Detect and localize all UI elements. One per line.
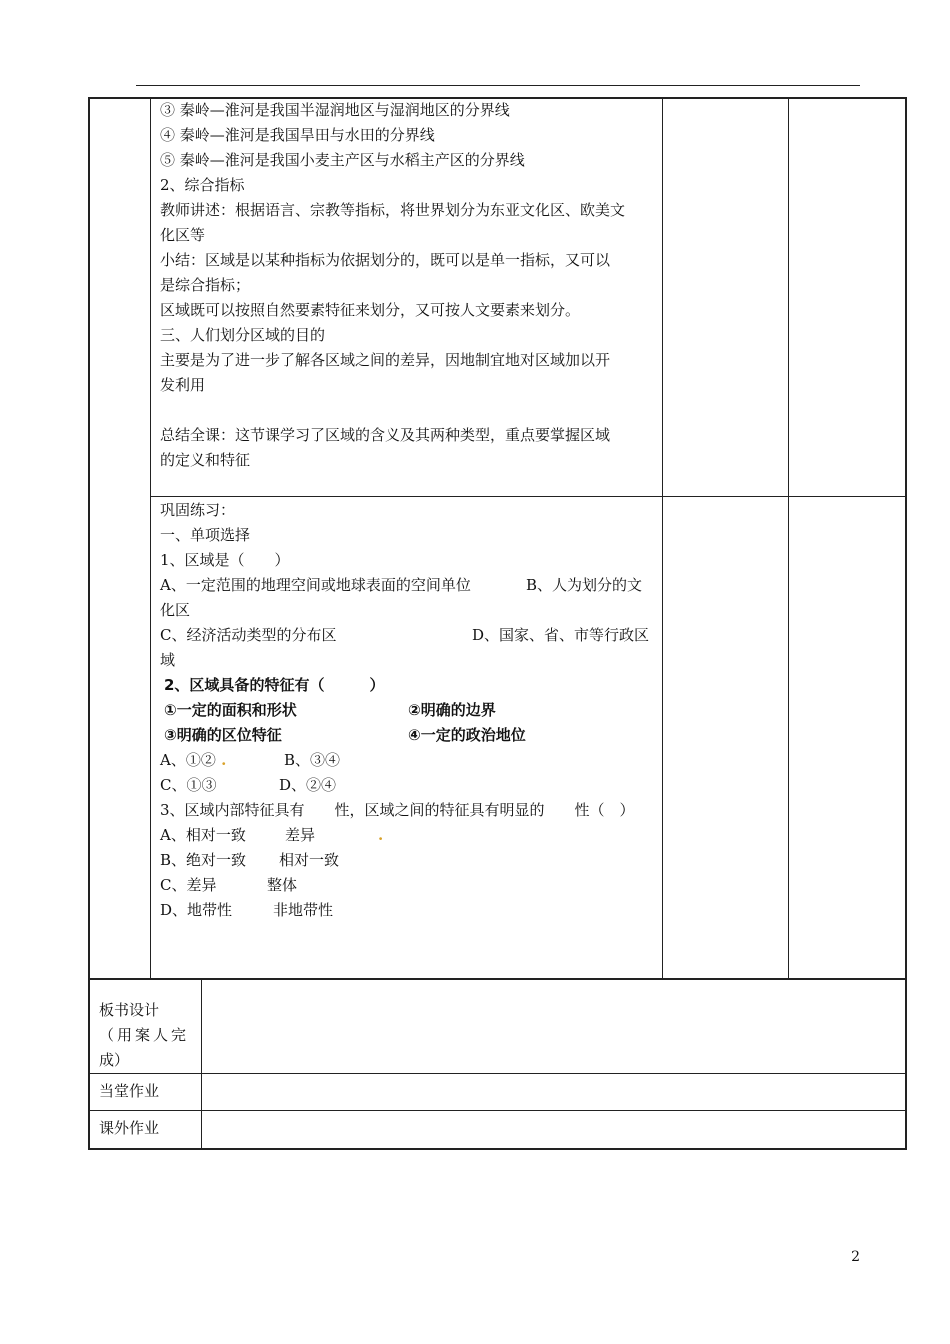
mark-dot: . bbox=[378, 826, 384, 844]
q2-option-2: ②明确的边界 bbox=[408, 701, 496, 719]
q3-option-a1: A、相对一致 bbox=[160, 826, 246, 844]
content-line: 三、人们划分区域的目的 bbox=[160, 326, 326, 344]
content-line: 发利用 bbox=[160, 376, 206, 394]
content-line: 主要是为了进一步了解各区域之间的差异，因地制宜地对区域加以开 bbox=[160, 351, 611, 369]
outside-homework-label: 课外作业 bbox=[99, 1119, 160, 1137]
q2-answer-d: D、②④ bbox=[279, 776, 337, 794]
question-2: 2、区域具备的特征有（ ） bbox=[164, 676, 385, 694]
q1-option-d: D、国家、省、市等行政区 bbox=[472, 626, 650, 644]
content-line: 2、综合指标 bbox=[160, 176, 245, 194]
lesson-content-cell bbox=[160, 98, 625, 473]
header-rule bbox=[136, 85, 860, 86]
content-line: ③ 秦岭—淮河是我国半湿润地区与湿润地区的分界线 bbox=[160, 101, 510, 119]
q1-option-d-continued: 域 bbox=[160, 651, 176, 669]
page-number: 2 bbox=[851, 1249, 860, 1265]
q3-option-b1: B、绝对一致 bbox=[160, 851, 247, 869]
q3-option-b2: 相对一致 bbox=[279, 851, 340, 869]
content-line: 小结：区域是以某种指标为依据划分的，既可以是单一指标，又可以 bbox=[160, 251, 611, 269]
practice-title: 巩固练习： bbox=[160, 501, 236, 519]
q2-answer-c: C、①③ bbox=[160, 776, 217, 794]
practice-cell bbox=[160, 498, 654, 923]
q2-answer-a: A、①② bbox=[160, 751, 216, 769]
q2-option-1: ①一定的面积和形状 bbox=[164, 701, 297, 719]
content-line: 的定义和特征 bbox=[160, 451, 251, 469]
content-line: ④ 秦岭—淮河是我国旱田与水田的分界线 bbox=[160, 126, 435, 144]
question-1: 1、区域是（ ） bbox=[160, 551, 290, 569]
q3-option-d2: 非地带性 bbox=[273, 901, 334, 919]
content-line: 教师讲述：根据语言、宗教等指标，将世界划分为东亚文化区、欧美文 bbox=[160, 201, 626, 219]
q1-option-b: B、人为划分的文 bbox=[526, 576, 643, 594]
board-design-line: 板书设计 bbox=[99, 1001, 160, 1019]
q2-answer-b: B、③④ bbox=[284, 751, 341, 769]
class-homework-label: 当堂作业 bbox=[99, 1082, 160, 1100]
board-design-line: 成） bbox=[99, 1051, 130, 1069]
q1-option-b-continued: 化区 bbox=[160, 601, 191, 619]
board-design-line: （用案人完 bbox=[99, 1026, 190, 1044]
content-line: 总结全课：这节课学习了区域的含义及其两种类型，重点要掌握区域 bbox=[160, 426, 611, 444]
q1-option-c: C、经济活动类型的分布区 bbox=[160, 626, 337, 644]
question-3: 3、区域内部特征具有 性，区域之间的特征具有明显的 性（ ） bbox=[160, 801, 635, 819]
q3-option-a2: 差异 bbox=[285, 826, 316, 844]
board-design-label bbox=[99, 998, 195, 1073]
q2-option-3: ③明确的区位特征 bbox=[164, 726, 282, 744]
mark-dot: . bbox=[215, 751, 227, 769]
q2-option-4: ④一定的政治地位 bbox=[408, 726, 526, 744]
content-line: ⑤ 秦岭—淮河是我国小麦主产区与水稻主产区的分界线 bbox=[160, 151, 525, 169]
practice-section: 一、单项选择 bbox=[160, 526, 251, 544]
q3-option-c2: 整体 bbox=[267, 876, 298, 894]
content-line: 化区等 bbox=[160, 226, 206, 244]
content-line: 是综合指标； bbox=[160, 276, 251, 294]
content-line bbox=[160, 398, 625, 423]
q3-option-c1: C、差异 bbox=[160, 876, 217, 894]
q3-option-d1: D、地带性 bbox=[160, 901, 233, 919]
q1-option-a: A、一定范围的地理空间或地球表面的空间单位 bbox=[160, 576, 471, 594]
content-line: 区域既可以按照自然要素特征来划分，又可按人文要素来划分。 bbox=[160, 301, 581, 319]
